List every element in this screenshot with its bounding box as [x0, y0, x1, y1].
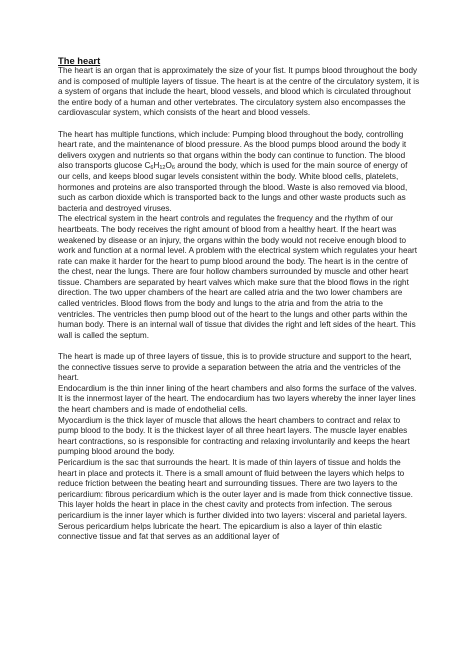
hydrogen-symbol: H	[153, 161, 160, 171]
pericardium-paragraph: Pericardium is the sac that surrounds the heart. It is made of thin layers of tissue and holds the heart in place and protects it. There is a small amount of fluid between the layers which helps to reduce friction between the beating heart and surrounding tissues. There are two layers to the pericardium: fibrous pericardium which is the outer layer and is made from thick connective tissue. This layer holds the heart in place in the chest cavity and protects from infection. The serous pericardium is the inner layer which is further divided into two layers: visceral and parietal layers. Serous pericardium helps lubricate the heart. The epicardium is also a layer of thin elastic connective tissue and fat that serves as an additional layer of	[58, 457, 413, 542]
functions-text-end: around the body, which is used for the main source of energy of our cells, and keeps blood sugar levels consistent within the body. White blood cells, platelets, hormones and proteins are also transported through the blood. Waste is also removed via blood, such as carbon dioxide which is transported back to the lungs and other waste products such as bacteria and destroyed viruses.	[58, 161, 408, 213]
electrical-paragraph: The electrical system in the heart controls and regulates the frequency and the rhythm of our heartbeats. The body receives the right amount of blood from a healthy heart. If the heart was weakened by disease or an injury, the organs within the body would not receive enough blood to work and function at a normal level. A problem with the electrical system which regulates your heart rate can make it harder for the heart to pump blood around the body. The heart is in the centre of the chest, near the lungs. There are four hollow chambers surrounded by muscle and other heart tissue. Chambers are separated by heart valves which make sure that the blood flows in the right direction. The two upper chambers of the heart are called atria and the two lower chambers are called ventricles. Blood flows from the body and lungs to the atria and from the atria to the ventricles. The ventricles then pump blood out of the heart to the lungs and other parts within the human body. There is an internal wall of tissue that divides the right and left sides of the heart. This wall is called the septum.	[58, 214, 418, 340]
endocardium-paragraph: Endocardium is the thin inner lining of the heart chambers and also forms the surface of the valves. It is the innermost layer of the heart. The endocardium has two layers whereby the inner layer lines the heart chambers and is made of endothelial cells.	[58, 383, 417, 414]
carbon-count: 6	[150, 165, 154, 172]
paragraph-gap	[58, 341, 420, 352]
document-title: The heart	[58, 55, 101, 66]
paragraph-gap	[58, 119, 420, 130]
hydrogen-count: 12	[159, 165, 166, 172]
myocardium-paragraph: Myocardium is the thick layer of muscle that allows the heart chambers to contract and relax to pump blood to the body. It is the thickest layer of all three heart layers. The muscle layer enables heart contractions, so is responsible for contracting and relaxing involuntarily and keeps the heart pumping blood around the body.	[58, 415, 410, 457]
oxygen-symbol: O	[165, 161, 172, 171]
document-page	[58, 55, 420, 543]
intro-paragraph: The heart is an organ that is approximately the size of your fist. It pumps blood throughout the body and is composed of multiple layers of tissue. The heart is at the centre of the circulatory system, it is a system of organs that include the heart, blood vessels, and blood which is circulated throughout the entire body of a human and other vertebrates. The circulatory system also encompasses the cardiovascular system, which consists of the heart and blood vessels.	[58, 66, 420, 118]
functions-text-start: The heart has multiple functions, which include: Pumping blood throughout the body, controlling heart rate, and the maintenance of blood pressure. As the blood pumps blood around the body it delivers oxygen and nutrients so that organs within the body can continue to function. The blood also transports glucose C	[58, 129, 407, 171]
oxygen-count: 6	[171, 165, 175, 172]
functions-paragraph	[58, 130, 420, 215]
layers-paragraph: The heart is made up of three layers of tissue, this is to provide structure and support to the heart, the connective tissues serve to provide a separation between the atria and the ventricles of the heart.	[58, 352, 412, 383]
